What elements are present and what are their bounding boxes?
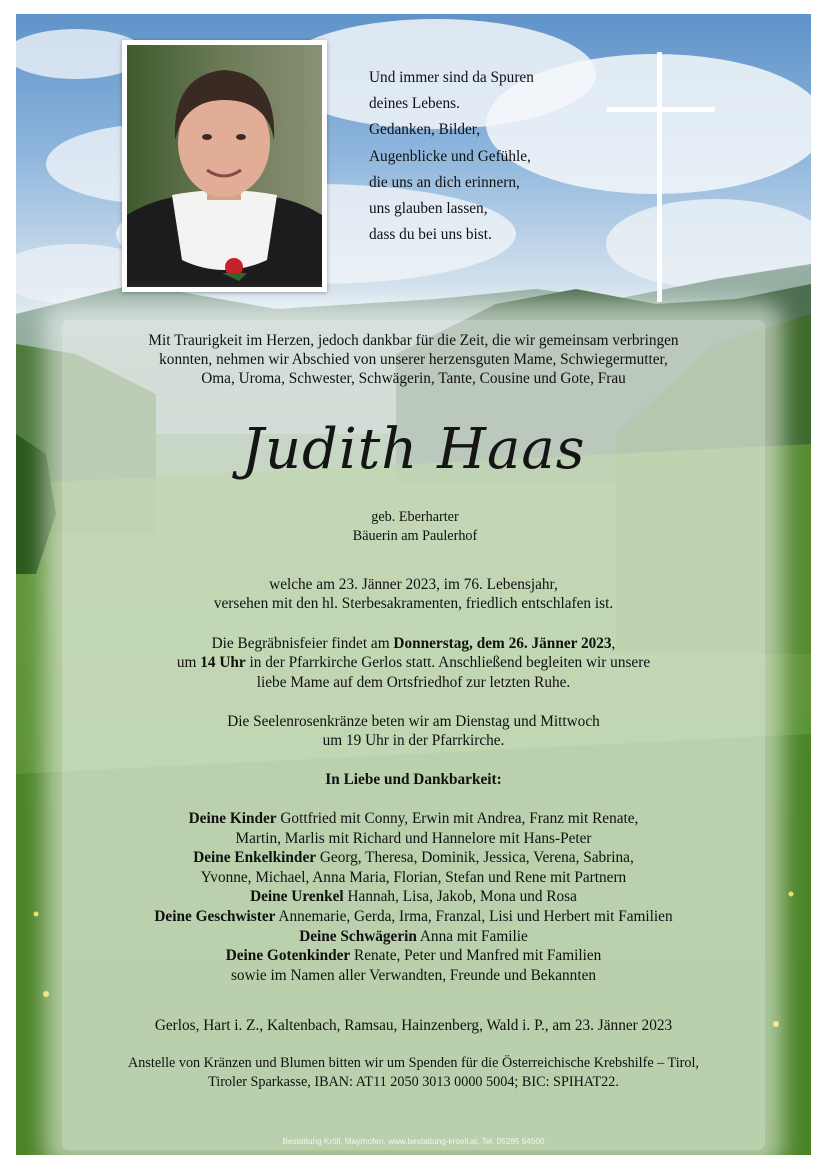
poem-line: Und immer sind da Spuren bbox=[369, 69, 534, 86]
poem-line: die uns an dich erinnern, bbox=[369, 173, 520, 191]
family-label: Deine Urenkel bbox=[250, 888, 344, 906]
rosary-line: Die Seelenrosenkränze beten wir am Dienstag und Mittwoch bbox=[227, 713, 600, 730]
poem-line: Augenblicke und Gefühle, bbox=[369, 147, 531, 165]
poem-line: uns glauben lassen, bbox=[369, 200, 488, 218]
family-label: Deine Geschwister bbox=[154, 907, 276, 925]
family-closing: sowie im Namen aller Verwandten, Freunde und Bekannten bbox=[230, 966, 597, 984]
family-names: Renate, Peter und Manfred mit Familien bbox=[350, 947, 602, 965]
funeral-time: 14 Uhr bbox=[200, 654, 246, 672]
occupation: Bäuerin am Paulerhof bbox=[352, 528, 478, 544]
family-names: Annemarie, Gerda, Irma, Franzal, Lisi und Herbert mit Familien bbox=[275, 907, 673, 925]
family-names: Gottfried mit Conny, Erwin mit Andrea, Franz mit Renate, bbox=[276, 810, 639, 827]
family-label: Deine Gotenkinder bbox=[225, 947, 351, 965]
intro-line: Mit Traurigkeit im Herzen, jedoch dankbar für die Zeit, die wir gemeinsam verbringen bbox=[148, 332, 679, 349]
family-names: Martin, Marlis mit Richard und Hannelore mit Hans-Peter bbox=[235, 829, 592, 847]
place-date: Gerlos, Hart i. Z., Kaltenbach, Ramsau, Hainzenberg, Wald i. P., am 23. Jänner 2023 bbox=[154, 1017, 673, 1034]
funeral-home-footer: Bestattung Kröll, Mayrhofen, www.bestattung-kroell.at, Tel. 05285 64500 bbox=[282, 1137, 545, 1146]
intro-line: konnten, nehmen wir Abschied von unserer herzensguten Mame, Schwiegermutter, bbox=[159, 351, 668, 369]
donation-note bbox=[60, 1054, 767, 1092]
funeral-info bbox=[60, 634, 767, 692]
maiden-name: geb. Eberharter bbox=[371, 509, 459, 525]
family-label: Deine Schwägerin bbox=[299, 927, 417, 945]
poem bbox=[369, 65, 609, 248]
family-names: Yvonne, Michael, Anna Maria, Florian, Stefan und Rene mit Partnern bbox=[200, 868, 627, 886]
rosary-line: um 19 Uhr in der Pfarrkirche. bbox=[322, 732, 505, 750]
subtitle bbox=[300, 508, 530, 546]
poem-line: dass du bei uns bist. bbox=[369, 226, 492, 244]
family-list bbox=[60, 809, 767, 985]
funeral-text: in der Pfarrkirche Gerlos statt. Anschließend begleiten wir unsere bbox=[245, 654, 651, 672]
rosary-info bbox=[60, 712, 767, 751]
family-names: Hannah, Lisa, Jakob, Mona und Rosa bbox=[343, 888, 577, 906]
deceased-name: Judith Haas bbox=[241, 417, 586, 482]
death-line: welche am 23. Jänner 2023, im 76. Lebensjahr, bbox=[269, 576, 558, 593]
funeral-text: , bbox=[611, 635, 616, 652]
donation-line: Anstelle von Kränzen und Blumen bitten wir um Spenden für die Österreichische Krebshilfe – Tirol, bbox=[128, 1055, 699, 1071]
poem-line: deines Lebens. bbox=[369, 95, 460, 113]
funeral-date: Donnerstag, dem 26. Jänner 2023 bbox=[393, 635, 612, 652]
family-names: Georg, Theresa, Dominik, Jessica, Verena, Sabrina, bbox=[316, 849, 634, 867]
family-names: Anna mit Familie bbox=[416, 927, 528, 945]
death-notice bbox=[60, 575, 767, 614]
family-label: Deine Kinder bbox=[188, 810, 277, 827]
funeral-text: liebe Mame auf dem Ortsfriedhof zur letzten Ruhe. bbox=[256, 673, 571, 691]
thanks-heading: In Liebe und Dankbarkeit: bbox=[325, 771, 502, 788]
donation-line: Tiroler Sparkasse, IBAN: AT11 2050 3013 0000 5004; BIC: SPIHAT22. bbox=[208, 1074, 619, 1091]
intro-line: Oma, Uroma, Schwester, Schwägerin, Tante, Cousine und Gote, Frau bbox=[201, 370, 626, 388]
death-line: versehen mit den hl. Sterbesakramenten, friedlich entschlafen ist. bbox=[213, 595, 614, 613]
funeral-text: Die Begräbnisfeier findet am bbox=[211, 635, 394, 652]
intro-text bbox=[60, 331, 767, 389]
poem-line: Gedanken, Bilder, bbox=[369, 121, 481, 139]
funeral-text: um bbox=[176, 654, 201, 672]
family-label: Deine Enkelkinder bbox=[193, 849, 317, 867]
